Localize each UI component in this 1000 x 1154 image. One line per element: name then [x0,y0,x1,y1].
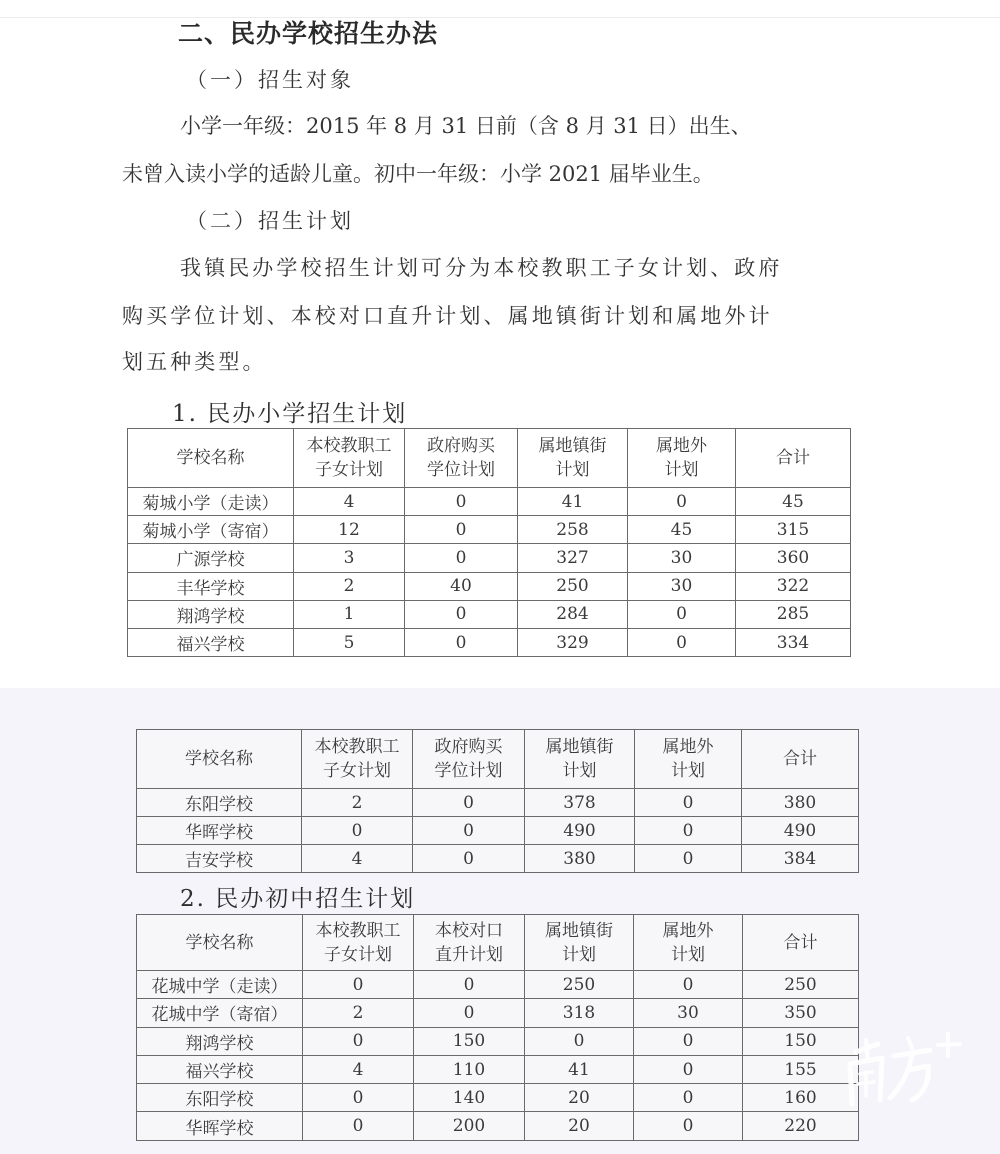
cell-non-local-plan: 0 [635,789,742,817]
cell-staff-children-plan: 4 [302,845,413,873]
cell-school-name: 东阳学校 [137,789,302,817]
cell-school-name: 花城中学（走读） [137,971,303,999]
column-header-line: 本校教职工 [314,737,400,757]
cell-local-town-plan: 0 [525,1027,634,1055]
cell-school-name: 花城中学（寄宿） [137,999,303,1027]
column-header-line: 计划 [671,761,705,781]
table-row [137,1027,859,1055]
cell-non-local-plan: 30 [628,572,736,600]
table-row [128,488,851,516]
cell-local-town-plan: 20 [525,1112,634,1140]
column-header-col2-plan [405,429,518,488]
subsection-title-enrollment-plan: （二）招生计划 [186,209,354,233]
cell-local-town-plan: 327 [518,544,628,572]
paragraph-line: 小学一年级：2015 年 8 月 31 日前（含 8 月 31 日）出生、 [180,114,752,138]
cell-total: 155 [743,1055,859,1083]
column-header-total [736,429,851,488]
table-row [137,1084,859,1112]
cell-total: 45 [736,488,851,516]
cell-non-local-plan: 30 [628,544,736,572]
cell-total: 490 [742,817,859,845]
column-header-line: 属地外 [662,737,714,757]
column-header-line: 属地外 [662,920,714,941]
cell-col2-plan: 0 [414,999,525,1027]
table-header-row [128,429,851,488]
cell-non-local-plan: 30 [634,999,743,1027]
cell-local-town-plan: 250 [518,572,628,600]
cell-non-local-plan: 0 [635,845,742,873]
cell-non-local-plan: 0 [635,817,742,845]
cell-staff-children-plan: 4 [294,488,405,516]
cell-non-local-plan: 0 [628,488,736,516]
cell-school-name: 吉安学校 [137,845,302,873]
cell-school-name: 福兴学校 [137,1055,303,1083]
column-header-line: 学校名称 [185,932,254,953]
cell-col2-plan: 0 [405,516,518,544]
column-header-line: 学位计划 [427,460,495,480]
cell-staff-children-plan: 2 [294,572,405,600]
table-header-row [137,915,859,971]
cell-school-name: 华晖学校 [137,817,302,845]
cell-total: 150 [743,1027,859,1055]
column-header-local-town-plan [525,915,634,971]
cell-school-name: 丰华学校 [128,572,294,600]
paragraph-line: 我镇民办学校招生计划可分为本校教职工子女计划、政府 [180,256,783,280]
column-header-col2-plan [413,730,525,789]
cell-local-town-plan: 258 [518,516,628,544]
cell-col2-plan: 0 [413,817,525,845]
column-header-total [742,730,859,789]
column-header-staff-children-plan [303,915,414,971]
table-row [137,1112,859,1140]
cell-col2-plan: 0 [413,845,525,873]
cell-total: 160 [743,1084,859,1112]
cell-staff-children-plan: 4 [303,1055,414,1083]
cell-staff-children-plan: 2 [303,999,414,1027]
cell-col2-plan: 150 [414,1027,525,1055]
column-header-school-name [128,429,294,488]
junior-plan-table [136,914,859,1141]
table-row [128,572,851,600]
table-row [137,817,859,845]
primary-plan-table-continued [136,729,859,873]
cell-staff-children-plan: 1 [294,600,405,628]
junior-plan-title: 2. 民办初中招生计划 [180,886,416,912]
cell-school-name: 广源学校 [128,544,294,572]
cell-total: 220 [743,1112,859,1140]
cell-total: 250 [743,971,859,999]
column-header-line: 政府购买 [434,737,503,757]
cell-staff-children-plan: 5 [294,628,405,656]
cell-school-name: 福兴学校 [128,628,294,656]
cell-total: 285 [736,600,851,628]
cell-staff-children-plan: 3 [294,544,405,572]
cell-staff-children-plan: 0 [303,1084,414,1112]
column-header-non-local-plan [635,730,742,789]
column-header-line: 学校名称 [185,749,253,769]
column-header-line: 学校名称 [176,448,245,468]
column-header-line: 属地镇街 [545,920,613,941]
column-header-line: 属地镇街 [545,737,614,757]
cell-staff-children-plan: 12 [294,516,405,544]
cell-col2-plan: 0 [405,600,518,628]
cell-staff-children-plan: 0 [303,1112,414,1140]
cell-local-town-plan: 318 [525,999,634,1027]
column-header-line: 合计 [776,448,810,468]
column-header-line: 属地镇街 [538,436,607,456]
cell-non-local-plan: 0 [628,600,736,628]
table-row [137,1055,859,1083]
cell-local-town-plan: 329 [518,628,628,656]
nanfang-plus-logo-watermark [838,1030,968,1110]
column-header-total [743,915,859,971]
cell-school-name: 翔鸿学校 [128,600,294,628]
cell-col2-plan: 0 [413,789,525,817]
cell-total: 380 [742,789,859,817]
primary-plan-table [127,428,851,657]
paragraph-line: 划五种类型。 [122,350,267,374]
column-header-line: 子女计划 [324,944,392,965]
cell-school-name: 翔鸿学校 [137,1027,303,1055]
cell-total: 315 [736,516,851,544]
cell-local-town-plan: 250 [525,971,634,999]
cell-col2-plan: 40 [405,572,518,600]
cell-col2-plan: 140 [414,1084,525,1112]
cell-non-local-plan: 0 [628,628,736,656]
cell-staff-children-plan: 2 [302,789,413,817]
cell-staff-children-plan: 0 [303,1027,414,1055]
cell-local-town-plan: 20 [525,1084,634,1112]
cell-non-local-plan: 0 [634,1084,743,1112]
cell-local-town-plan: 490 [525,817,635,845]
cell-local-town-plan: 41 [518,488,628,516]
column-header-line: 计划 [562,761,597,781]
column-header-line: 合计 [783,749,817,769]
table-row [137,789,859,817]
cell-col2-plan: 0 [405,544,518,572]
table-row [128,516,851,544]
column-header-school-name [137,730,302,789]
column-header-non-local-plan [634,915,743,971]
column-header-line: 本校对口 [435,920,503,941]
table-row [137,845,859,873]
cell-col2-plan: 0 [405,488,518,516]
column-header-line: 计划 [555,460,590,480]
cell-staff-children-plan: 0 [303,971,414,999]
column-header-line: 子女计划 [315,460,383,480]
cell-local-town-plan: 41 [525,1055,634,1083]
paragraph-line: 购买学位计划、本校对口直升计划、属地镇街计划和属地外计 [122,304,773,328]
cell-school-name: 东阳学校 [137,1084,303,1112]
column-header-line: 计划 [562,944,596,965]
page-edge-line [0,17,1000,18]
column-header-staff-children-plan [302,730,413,789]
column-header-line: 计划 [664,460,699,480]
cell-local-town-plan: 284 [518,600,628,628]
cell-total: 322 [736,572,851,600]
column-header-line: 学位计划 [434,761,503,781]
subsection-title-enrollment-target: （一）招生对象 [186,68,354,92]
column-header-staff-children-plan [294,429,405,488]
cell-non-local-plan: 45 [628,516,736,544]
column-header-line: 政府购买 [427,436,495,456]
cell-staff-children-plan: 0 [302,817,413,845]
section-title: 二、民办学校招生办法 [178,19,439,48]
cell-school-name: 菊城小学（寄宿） [128,516,294,544]
table-header-row [137,730,859,789]
cell-col2-plan: 0 [405,628,518,656]
column-header-line: 合计 [783,932,818,953]
cell-total: 350 [743,999,859,1027]
column-header-col2-plan [414,915,525,971]
primary-plan-title: 1. 民办小学招生计划 [172,401,408,427]
cell-col2-plan: 0 [414,971,525,999]
column-header-line: 属地外 [656,436,707,456]
column-header-local-town-plan [518,429,628,488]
cell-total: 360 [736,544,851,572]
table-row [137,999,859,1027]
column-header-line: 子女计划 [323,761,391,781]
cell-local-town-plan: 380 [525,845,635,873]
cell-non-local-plan: 0 [634,1055,743,1083]
column-header-school-name [137,915,303,971]
cell-non-local-plan: 0 [634,1112,743,1140]
cell-school-name: 菊城小学（走读） [128,488,294,516]
cell-col2-plan: 200 [414,1112,525,1140]
column-header-line: 直升计划 [435,944,503,965]
cell-school-name: 华晖学校 [137,1112,303,1140]
table-row [128,628,851,656]
cell-non-local-plan: 0 [634,1027,743,1055]
table-row [128,600,851,628]
cell-col2-plan: 110 [414,1055,525,1083]
column-header-line: 计划 [671,944,705,965]
column-header-non-local-plan [628,429,736,488]
cell-total: 384 [742,845,859,873]
cell-total: 334 [736,628,851,656]
cell-local-town-plan: 378 [525,789,635,817]
paragraph-line: 未曾入读小学的适龄儿童。初中一年级：小学 2021 届毕业生。 [122,162,714,186]
column-header-local-town-plan [525,730,635,789]
table-row [128,544,851,572]
table-row [137,971,859,999]
column-header-line: 本校教职工 [315,920,401,941]
cell-non-local-plan: 0 [634,971,743,999]
column-header-line: 本校教职工 [306,436,392,456]
